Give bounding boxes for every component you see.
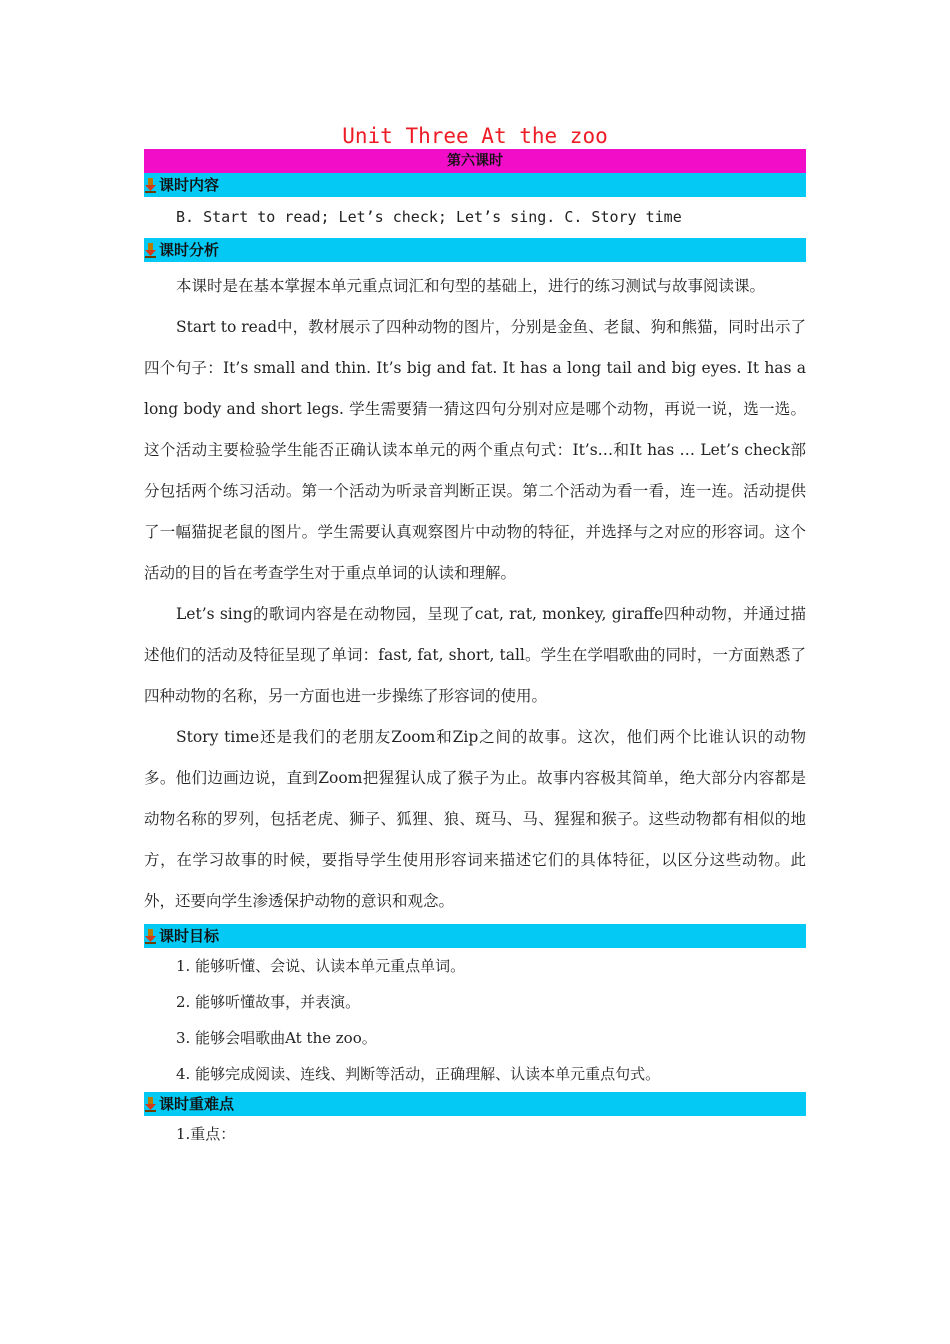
document-title: Unit Three At the zoo [342,124,608,148]
section-header-content [144,173,806,197]
section-header-goals [144,924,806,948]
section-heading: 课时内容 [159,176,220,194]
goals-list [144,948,806,1092]
list-item: 1. 能够听懂、会说、认读本单元重点单词。 [176,957,466,975]
section-header-analysis [144,238,806,262]
arrow-bullet-icon [144,928,157,944]
key-point-item: 1.重点： [176,1125,236,1143]
analysis-paragraph: 本课时是在基本掌握本单元重点词汇和句型的基础上，进行的练习测试与故事阅读课。 [176,277,766,295]
section-heading: 课时分析 [159,241,220,259]
list-item: 4. 能够完成阅读、连线、判断等活动，正确理解、认读本单元重点句式。 [176,1065,661,1083]
lesson-bar: 第六课时 [144,149,806,173]
list-item: 2. 能够听懂故事，并表演。 [176,993,361,1011]
analysis-paragraph: Let’s sing的歌词内容是在动物园，呈现了cat, rat, monkey, giraffe四种动物，并通过描述他们的活动及特征呈现了单词：fast, fat, short, tall。学生在学唱歌曲的同时，一方面熟悉了四种动物的名称，另一方面也进一步操练了形容词的使用。 [144,605,806,705]
arrow-bullet-icon [144,242,157,258]
section-heading: 课时目标 [159,927,220,945]
arrow-bullet-icon [144,177,157,193]
analysis-paragraph: Start to read中，教材展示了四种动物的图片，分别是金鱼、老鼠、狗和熊猫，同时出示了四个句子：It’s small and thin. It’s big and fat. It has a long tail and big eyes. It has a long body and short legs. 学生需要猜一猜这四句分别对应是哪个动物，再说一说，选一选。这个活动主要检验学生能否正确认读本单元的两个重点句式：It’s…和It has … Let’s check部分包括两个练习活动。第一个活动为听录音判断正误。第二个活动为看一看，连一连。活动提供了一幅猫捉老鼠的图片。学生需要认真观察图片中动物的特征，并选择与之对应的形容词。这个活动的目的旨在考查学生对于重点单词的认读和理解。 [144,318,806,582]
document-page [144,122,806,1152]
list-item: 3. 能够会唱歌曲At the zoo。 [176,1029,377,1047]
analysis-body [144,266,806,922]
section-header-key-points [144,1092,806,1116]
analysis-paragraph: Story time还是我们的老朋友Zoom和Zip之间的故事。这次，他们两个比谁认识的动物多。他们边画边说，直到Zoom把猩猩认成了猴子为止。故事内容极其简单，绝大部分内容都是动物名称的罗列，包括老虎、狮子、狐狸、狼、斑马、马、猩猩和猴子。这些动物都有相似的地方，在学习故事的时候，要指导学生使用形容词来描述它们的具体特征，以区分这些动物。此外，还要向学生渗透保护动物的意识和观念。 [144,728,806,910]
content-text: B. Start to read; Let’s check; Let’s sing. C. Story time [176,208,682,226]
arrow-bullet-icon [144,1096,157,1112]
section-heading: 课时重难点 [159,1095,235,1113]
